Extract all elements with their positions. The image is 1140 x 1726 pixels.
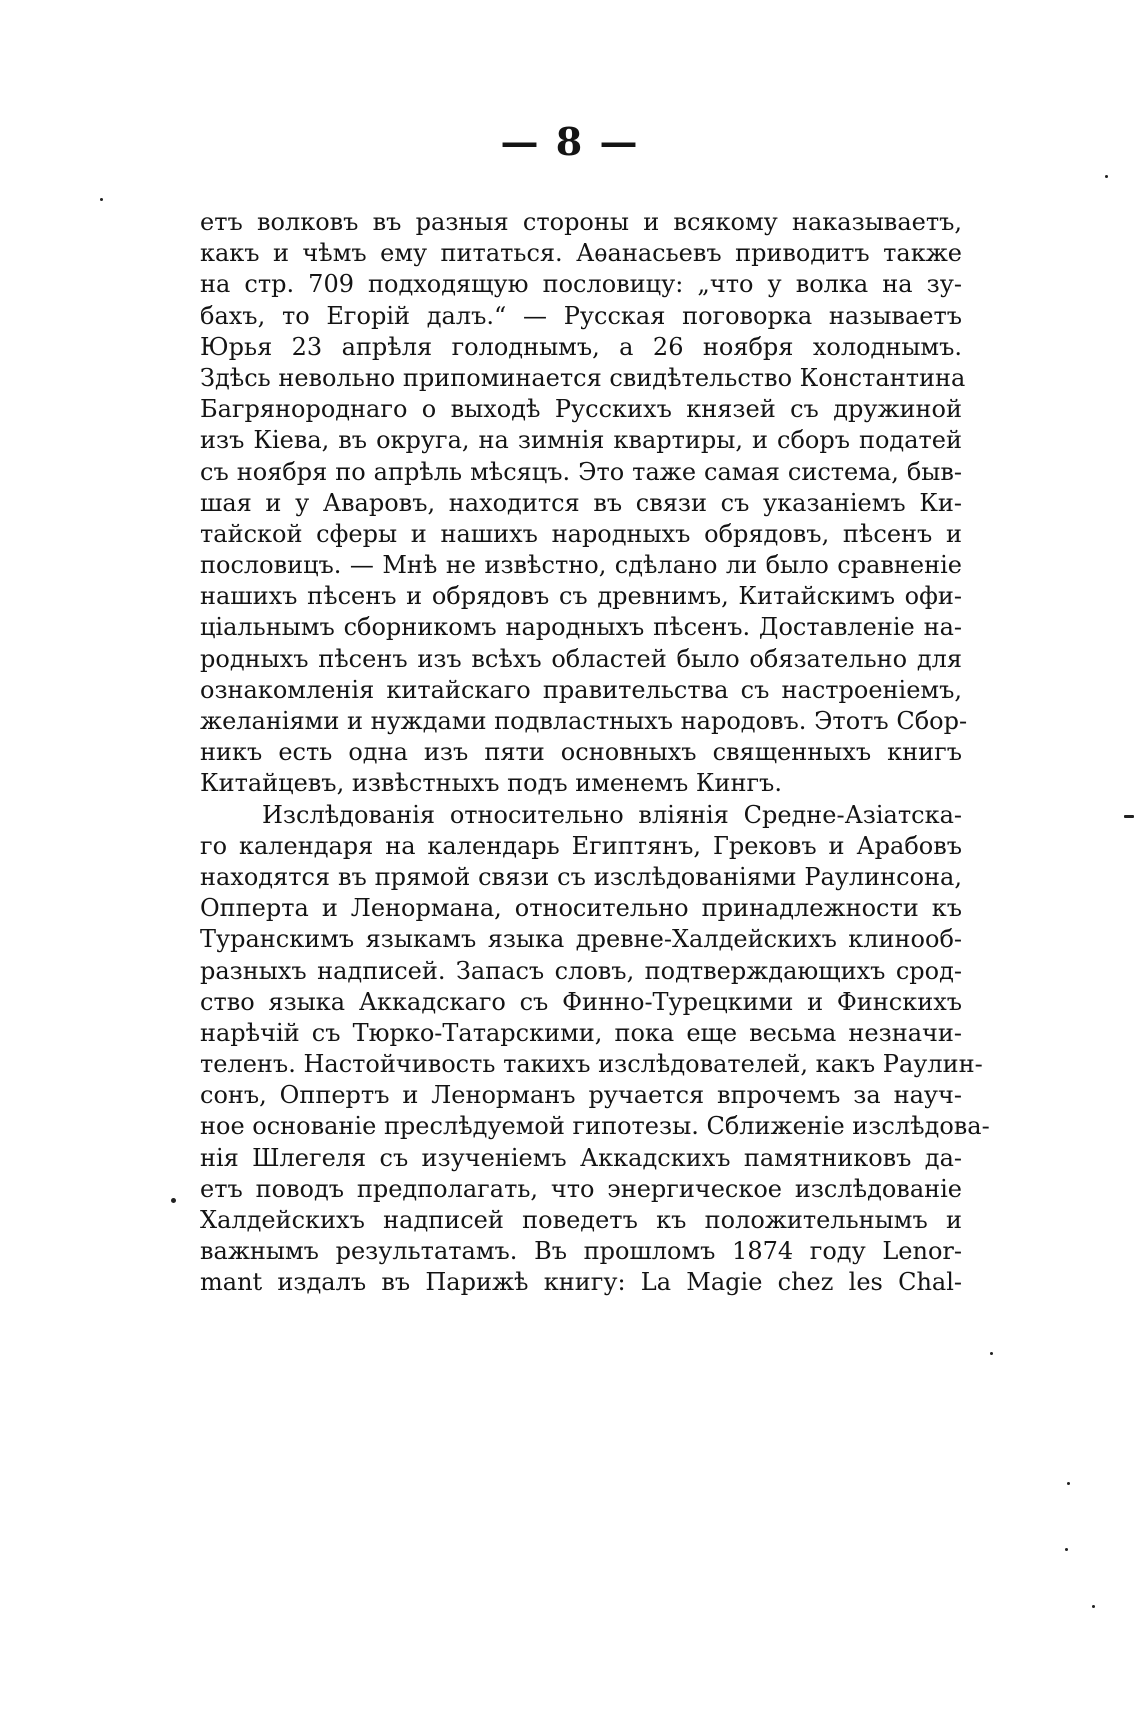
text-line: Багрянороднаго о выходѣ Русскихъ князей съ дружиной xyxy=(200,395,962,424)
text-line: Туранскимъ языкамъ языка древне-Халдейскихъ клинооб- xyxy=(200,925,962,954)
scan-speck xyxy=(1124,815,1134,818)
scan-speck xyxy=(100,198,103,201)
text-line: на стр. 709 подходящую пословицу: „что у волка на зу- xyxy=(200,270,962,299)
text-line: нарѣчій съ Тюрко-Татарскими, пока еще весьма незначи- xyxy=(200,1018,962,1047)
text-line: Юрья 23 апрѣля голоднымъ, а 26 ноября холоднымъ. xyxy=(200,332,962,361)
text-line: ціальнымъ сборникомъ народныхъ пѣсенъ. Доставленіе на- xyxy=(200,613,962,642)
text-line: никъ есть одна изъ пяти основныхъ священныхъ книгъ xyxy=(200,738,962,767)
text-line: ство языка Аккадскаго съ Финно-Турецкими и Финскихъ xyxy=(200,987,962,1016)
text-line: го календаря на календарь Египтянъ, Грековъ и Арабовъ xyxy=(200,831,962,860)
text-line: теленъ. Настойчивость такихъ изслѣдователей, какъ Раулин- xyxy=(200,1050,983,1079)
text-line: mant издалъ въ Парижѣ книгу: La Magie chez les Chal- xyxy=(200,1268,962,1297)
text-line: Китайцевъ, извѣстныхъ подъ именемъ Кингъ. xyxy=(200,769,782,798)
scan-speck xyxy=(1105,175,1108,178)
text-line: тайской сферы и нашихъ народныхъ обрядовъ, пѣсенъ и xyxy=(200,519,962,548)
text-line: Опперта и Ленормана, относительно принадлежности къ xyxy=(200,894,962,923)
scan-speck xyxy=(1092,1605,1095,1608)
text-line: съ ноября по апрѣль мѣсяцъ. Это таже самая система, быв- xyxy=(200,457,962,486)
text-line: нія Шлегеля съ изученіемъ Аккадскихъ памятниковъ да- xyxy=(200,1143,962,1172)
text-line: Халдейскихъ надписей поведетъ къ положительнымъ и xyxy=(200,1206,962,1234)
text-line: какъ и чѣмъ ему питаться. Аѳанасьевъ приводитъ также xyxy=(200,239,962,268)
text-line: разныхъ надписей. Запасъ словъ, подтверждающихъ срод- xyxy=(200,956,962,985)
page-number: — 8 — xyxy=(500,119,640,164)
text-line: сонъ, Оппертъ и Ленорманъ ручается впрочемъ за науч- xyxy=(200,1081,962,1110)
scan-speck xyxy=(1067,1482,1070,1485)
scan-speck xyxy=(990,1352,993,1355)
text-line: желаніями и нуждами подвластныхъ народовъ. Этотъ Сбор- xyxy=(200,707,968,735)
text-line: шая и у Аваровъ, находится въ связи съ указаніемъ Ки- xyxy=(200,488,962,517)
text-line: етъ поводъ предполагать, что энергическое изслѣдованіе xyxy=(200,1174,962,1203)
text-line: ознакомленія китайскаго правительства съ настроеніемъ, xyxy=(200,675,962,704)
text-line: ное основаніе преслѣдуемой гипотезы. Сближеніе изслѣдова- xyxy=(200,1112,990,1141)
text-line: родныхъ пѣсенъ изъ всѣхъ областей было обязательно для xyxy=(200,644,962,673)
text-line: изъ Кіева, въ округа, на зимнія квартиры, и сборъ податей xyxy=(200,426,962,455)
body-text xyxy=(200,207,990,1299)
text-line: Изслѣдованія относительно вліянія Средне-Азіатска- xyxy=(262,800,962,829)
scan-speck xyxy=(1065,1548,1068,1551)
text-line: Здѣсь невольно припоминается свидѣтельство Константина xyxy=(200,363,966,392)
text-line: бахъ, то Егорій далъ.“ — Русская поговорка называетъ xyxy=(200,301,962,330)
paragraph xyxy=(200,800,990,1299)
text-line: пословицъ. — Мнѣ не извѣстно, сдѣлано ли было сравненіе xyxy=(200,551,962,580)
text-line: етъ волковъ въ разныя стороны и всякому наказываетъ, xyxy=(200,208,962,236)
text-line: находятся въ прямой связи съ изслѣдованіями Раулинсона, xyxy=(200,862,962,891)
paragraph xyxy=(200,207,968,800)
text-line: важнымъ результатамъ. Въ прошломъ 1874 году Lenor- xyxy=(200,1237,962,1266)
scan-speck xyxy=(171,1198,176,1203)
text-line: нашихъ пѣсенъ и обрядовъ съ древнимъ, Китайскимъ офи- xyxy=(200,582,962,611)
